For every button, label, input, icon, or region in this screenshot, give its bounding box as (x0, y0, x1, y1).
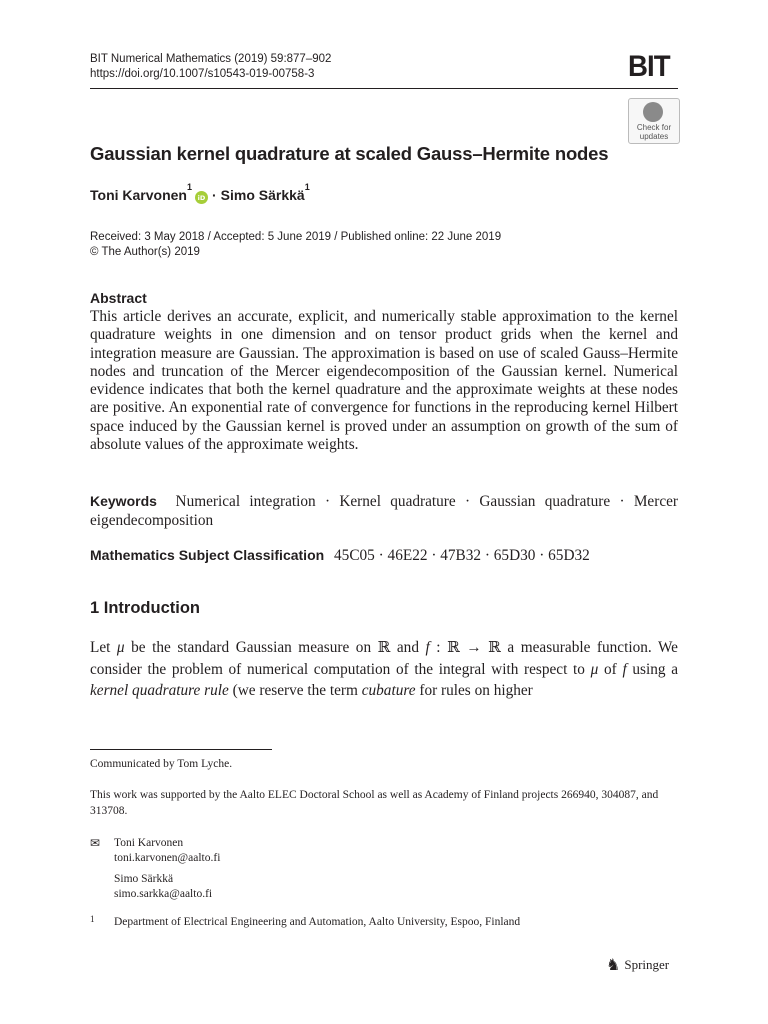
term-cubature: cubature (361, 682, 416, 699)
math-f: f (622, 660, 627, 678)
author-line (90, 182, 310, 204)
intro-text: be the standard Gaussian measure on (124, 639, 378, 656)
affiliation-number: 1 (90, 914, 95, 924)
author-2-affil: 1 (304, 182, 310, 192)
abstract-text: This article derives an accurate, explicit, and numerically stable approximation to the kernel quadrature weights in one dimension and on tensor product grids when the kernel and integration measure are Gaussian. The approximation is based on use of scaled Gauss–Hermite nodes and truncation of the Mercer eigendecomposition of the Gaussian kernel. Numerical evidence indicates that both the kernel quadrature and the approximate weights at these nodes are positive. An exponential rate of convergence for functions in the reproducing kernel Hilbert space induced by the Gaussian kernel is proved under an assumption on growth of the sum of absolute values of the approximate weights. (90, 308, 678, 454)
math-mu: μ (116, 639, 125, 656)
msc-codes: 45C05 · 46E22 · 47B32 · 65D30 · 65D32 (334, 547, 590, 564)
section-heading-introduction: 1 Introduction (90, 599, 200, 617)
keywords-text: Numerical integration · Kernel quadrature · Gaussian quadrature · Mercer eigendecomposition (90, 493, 678, 529)
intro-text: of (598, 660, 623, 678)
intro-text: and (390, 639, 426, 656)
math-f: f (425, 639, 430, 656)
author-1: Toni Karvonen (90, 187, 187, 203)
copyright: © The Author(s) 2019 (90, 246, 200, 258)
contact-name-2: Simo Särkkä (114, 873, 174, 885)
author-separator: · (211, 187, 217, 203)
math-mu: μ (590, 660, 599, 678)
contact-email-1[interactable]: toni.karvonen@aalto.fi (114, 852, 221, 864)
check-updates-label: Check for updates (636, 123, 672, 141)
term-kernel-quadrature-rule: kernel quadrature rule (90, 682, 229, 699)
journal-citation: BIT Numerical Mathematics (2019) 59:877–902 (90, 53, 332, 65)
intro-text: for rules on higher (415, 682, 533, 699)
journal-logo: BIT (628, 50, 670, 83)
publication-dates (90, 230, 501, 260)
funding-note: This work was supported by the Aalto ELEC Doctoral School as well as Academy of Finland projects 266940, 304087, and 313708. (90, 789, 659, 817)
contact-name-1: Toni Karvonen (114, 837, 184, 849)
communicated-by: Communicated by Tom Lyche. (90, 758, 233, 770)
publisher-mark (606, 955, 669, 975)
keywords (90, 492, 678, 530)
header-rule (90, 88, 678, 89)
author-1-affil: 1 (186, 182, 192, 192)
springer-horse-icon: ♞ (606, 957, 621, 974)
keywords-heading: Keywords (90, 493, 157, 509)
footnote-rule (90, 749, 272, 750)
author-2: Simo Särkkä (220, 187, 305, 203)
msc-classification (90, 547, 590, 565)
intro-text: (we reserve the term (228, 682, 362, 699)
math-reals: ℝ (377, 639, 391, 656)
publisher-name: Springer (624, 957, 670, 972)
check-for-updates-badge[interactable] (628, 98, 680, 144)
doi-link[interactable]: https://doi.org/10.1007/s10543-019-00758-3 (90, 68, 315, 80)
abstract-heading: Abstract (90, 290, 147, 306)
contact-email-2[interactable]: simo.sarkka@aalto.fi (114, 888, 213, 900)
check-updates-icon (643, 102, 663, 122)
paper-title: Gaussian kernel quadrature at scaled Gauss–Hermite nodes (90, 143, 609, 164)
envelope-icon: ✉ (90, 836, 101, 850)
affiliation-text: Department of Electrical Engineering and Automation, Aalto University, Espoo, Finland (114, 916, 521, 928)
msc-heading: Mathematics Subject Classification (90, 547, 325, 563)
introduction-paragraph (90, 637, 678, 702)
orcid-icon[interactable]: iD (195, 191, 208, 204)
intro-text: using a (626, 660, 678, 678)
publication-history: Received: 3 May 2018 / Accepted: 5 June 2019 / Published online: 22 June 2019 (90, 231, 502, 243)
intro-text: Let (90, 639, 117, 656)
intro-text: : ℝ → ℝ a measurable function. We consider the problem of numerical computation of the integral with respect to (90, 639, 678, 678)
